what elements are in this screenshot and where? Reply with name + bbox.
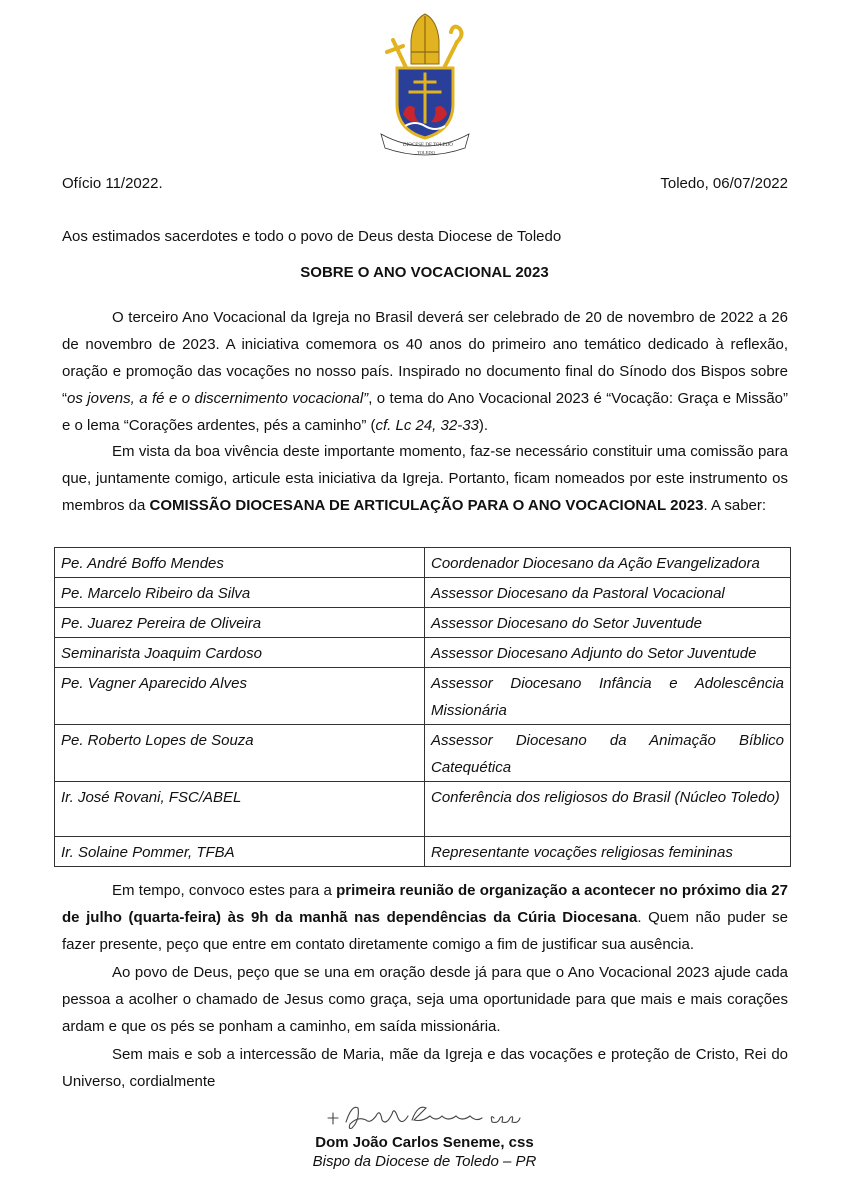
- member-name: Ir. Solaine Pommer, TFBA: [55, 837, 425, 867]
- member-name: Pe. Juarez Pereira de Oliveira: [55, 608, 425, 638]
- member-role: Assessor Diocesano Adjunto do Setor Juventude: [425, 638, 791, 668]
- paragraph-intro: [62, 304, 788, 439]
- text-run: Ao povo de Deus, peço que se una em oração desde já para que o Ano Vocacional 2023 ajude cada pessoa a acolher o chamado de Jesus como graça, seja uma oportunidade para que mais e mais corações ardam e que os pés se ponham a caminho, em saída missionária.: [62, 964, 788, 1035]
- paragraph-meeting: [62, 877, 788, 958]
- member-name: Seminarista Joaquim Cardoso: [55, 638, 425, 668]
- table-row: [55, 837, 791, 867]
- text-run: Em tempo, convoco estes para a: [112, 882, 337, 899]
- diocese-coat-of-arms: [375, 12, 475, 157]
- paragraph-prayer: [62, 959, 788, 1040]
- table-row: [55, 548, 791, 578]
- italic-run: os jovens, a fé e o discernimento vocacional”: [67, 390, 369, 407]
- table-row: [55, 638, 791, 668]
- paragraph-closing: [62, 1041, 788, 1095]
- table-row: [55, 782, 791, 837]
- document-title: SOBRE O ANO VOCACIONAL 2023: [300, 264, 549, 281]
- text-run: Em vista da boa vivência deste importante momento, faz-se necessário constituir uma comissão para que, juntamente comigo, articule esta iniciativa da Igreja. Portanto, ficam nomeados por este instrumento os membros da: [62, 443, 788, 514]
- text-run: . Quem não puder se fazer presente, peço que entre em contato diretamente comigo a fim de justificar sua ausência.: [62, 909, 789, 953]
- crest-banner-left: DIOCESE DE: [403, 143, 433, 148]
- text-run: . A saber:: [703, 497, 767, 514]
- text-run: O terceiro Ano Vocacional da Igreja no Brasil deverá ser celebrado de 20 de novembro de 2022 a 26 de novembro de 2023. A iniciativa comemora os 40 anos do primeiro ano temático dedicado à reflexão, oração e promoção das vocações no nosso país. Inspirado no documento final do Sínodo dos Bispos sobre “: [62, 309, 788, 407]
- signer-name: Dom João Carlos Seneme, css: [315, 1134, 534, 1151]
- commission-name: COMISSÃO DIOCESANA DE ARTICULAÇÃO PARA O ANO VOCACIONAL 2023: [149, 497, 704, 514]
- member-role: Assessor Diocesano do Setor Juventude: [425, 608, 791, 638]
- table-row: [55, 608, 791, 638]
- member-name: Ir. José Rovani, FSC/ABEL: [55, 782, 425, 837]
- office-reference: Ofício 11/2022.: [62, 175, 163, 192]
- place-date: Toledo, 06/07/2022: [660, 175, 788, 192]
- member-role: Assessor Diocesano da Pastoral Vocacional: [425, 578, 791, 608]
- letter-header: [62, 175, 788, 192]
- text-run: , o tema do Ano Vocacional 2023 é “Vocação: Graça e Missão” e o lema “Corações ardentes, pés a caminho” (: [62, 390, 789, 434]
- member-role: Coordenador Diocesano da Ação Evangelizadora: [425, 548, 791, 578]
- handwritten-signature: [322, 1098, 532, 1134]
- crest-banner-right: TOLEDO: [433, 143, 453, 148]
- text-run: Sem mais e sob a intercessão de Maria, mãe da Igreja e das vocações e proteção de Cristo, Rei do Universo, cordialmente: [62, 1046, 788, 1090]
- member-role: Assessor Diocesano Infância e Adolescência Missionária: [425, 668, 791, 725]
- addressee: Aos estimados sacerdotes e todo o povo de Deus desta Diocese de Toledo: [62, 228, 562, 245]
- meeting-details: primeira reunião de organização a acontecer no próximo dia 27 de julho (quarta-feira) às 9h da manhã nas dependências da Cúria Diocesana: [62, 882, 788, 926]
- table-row: [55, 668, 791, 725]
- members-table: [54, 547, 791, 867]
- member-role: Conferência dos religiosos do Brasil (Núcleo Toledo): [425, 782, 791, 837]
- signer-title: Bispo da Diocese de Toledo – PR: [312, 1153, 537, 1170]
- crest-banner-bottom: TOLEDO: [417, 150, 435, 155]
- text-run: ).: [478, 417, 489, 434]
- paragraph-commission: [62, 438, 788, 519]
- member-role: Representante vocações religiosas femininas: [425, 837, 791, 867]
- table-row: [55, 578, 791, 608]
- member-name: Pe. Roberto Lopes de Souza: [55, 725, 425, 782]
- member-role: Assessor Diocesano da Animação Bíblico Catequética: [425, 725, 791, 782]
- member-name: Pe. André Boffo Mendes: [55, 548, 425, 578]
- table-row: [55, 725, 791, 782]
- member-name: Pe. Marcelo Ribeiro da Silva: [55, 578, 425, 608]
- member-name: Pe. Vagner Aparecido Alves: [55, 668, 425, 725]
- citation: cf. Lc 24, 32-33: [375, 417, 479, 434]
